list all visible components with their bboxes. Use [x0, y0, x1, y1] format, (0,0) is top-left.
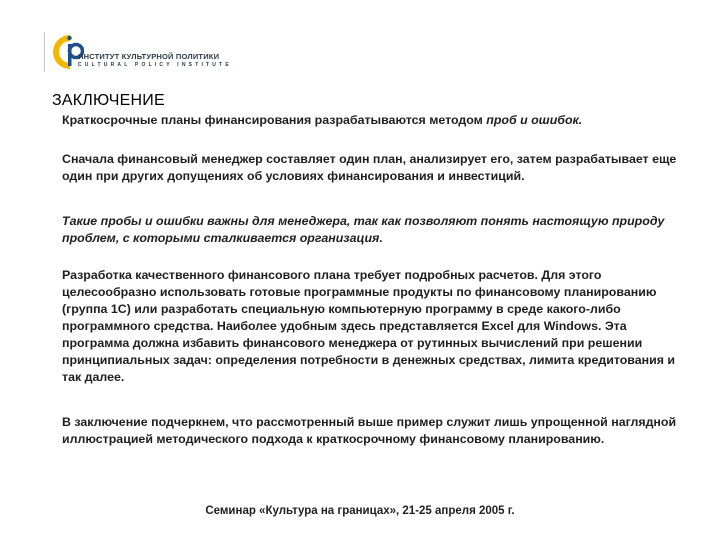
institute-logo — [44, 32, 244, 72]
paragraph-1-emphasis: проб и ошибок. — [486, 113, 583, 127]
paragraph-1-text: Краткосрочные планы финансирования разрабатываются методом — [62, 113, 487, 127]
paragraph-3: Такие пробы и ошибки важны для менеджера, так как позволяют понять настоящую природу проблем, с которыми сталкивается организация. — [62, 214, 665, 245]
paragraph-5: В заключение подчеркнем, что рассмотренный выше пример служит лишь упрощенной наглядной иллюстрацией методического подхода к краткосрочному финансовому планированию. — [62, 415, 677, 446]
logo-text-secondary: CULTURAL POLICY INSTITUTE — [78, 62, 232, 68]
paragraph-4: Разработка качественного финансового плана требует подробных расчетов. Для этого целесообразно использовать готовые программные продукты по финансовому планированию (группа 1С) или разработать специальную компьютерную программу в среде какого-либо программного средства. Наиболее удобным здесь представляется Excel для Windows. Эта программа должна избавить финансового менеджера от рутинных вычислений при решении принципиальных задач: определения потребности в денежных средствах, лимита кредитования и так далее. — [62, 268, 676, 384]
logo-text-primary: ИНСТИТУТ КУЛЬТУРНОЙ ПОЛИТИКИ — [78, 52, 220, 61]
paragraph-2: Сначала финансовый менеджер составляет один план, анализирует его, затем разрабатывает еще один при других допущениях об условиях финансирования и инвестиций. — [62, 152, 677, 183]
page-title: ЗАКЛЮЧЕНИЕ — [52, 92, 165, 109]
footer-caption: Семинар «Культура на границах», 21-25 апреля 2005 г. — [205, 505, 515, 517]
paragraph-1 — [62, 112, 684, 129]
